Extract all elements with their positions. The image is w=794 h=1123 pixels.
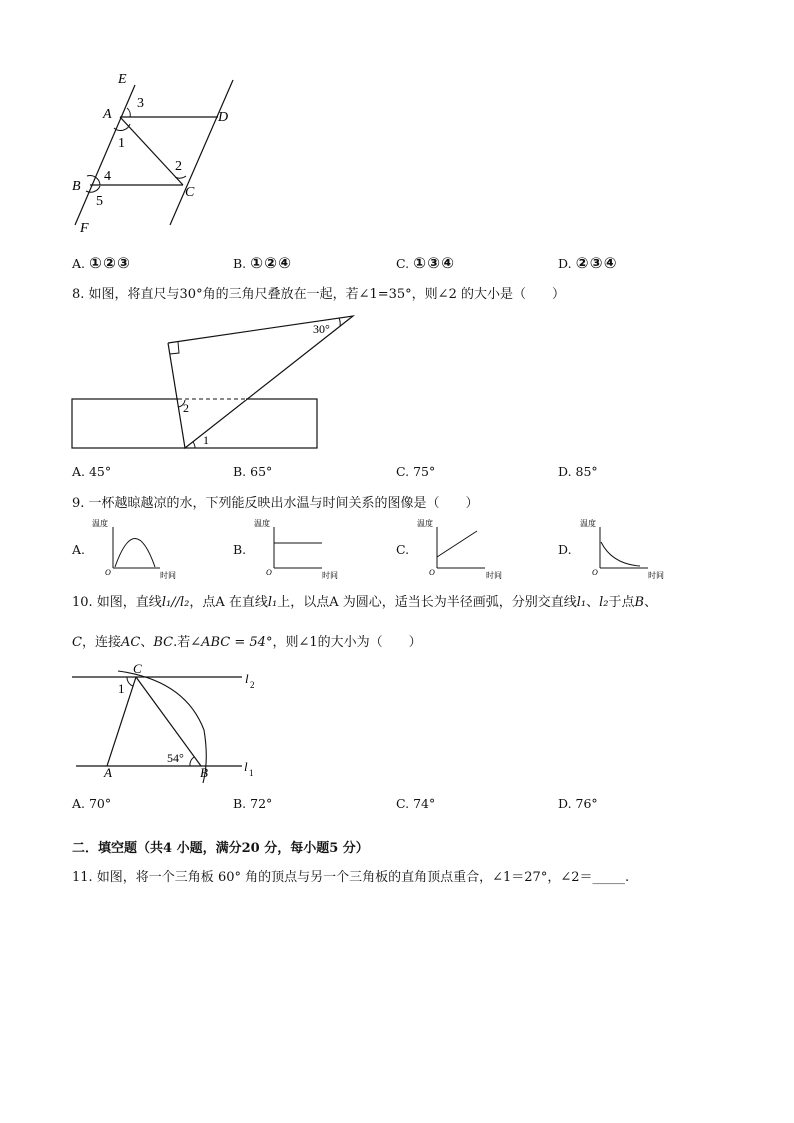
- q10-option-c[interactable]: C. 74°: [396, 796, 436, 811]
- q10-l2: l₂: [599, 595, 609, 610]
- q10-text: 、: [140, 635, 154, 650]
- circle-num: ④: [278, 254, 291, 272]
- circle-num: ①: [89, 254, 102, 272]
- q10-angle-expr: ∠ABC = 54°: [190, 635, 273, 650]
- circle-num: ③: [427, 254, 440, 272]
- origin: O: [266, 568, 272, 577]
- label-angle-1: 1: [118, 681, 125, 696]
- q9-option-c-letter[interactable]: C.: [396, 542, 410, 557]
- q8-option-b[interactable]: B. 65°: [233, 464, 273, 479]
- q9-option-d-letter[interactable]: D.: [558, 542, 572, 557]
- label-angle-1: 1: [203, 433, 209, 447]
- q8-option-d[interactable]: D. 85°: [558, 464, 598, 479]
- y-label: 温度: [92, 519, 108, 528]
- label-l2-sub: 2: [250, 680, 255, 690]
- q11-answer-blank[interactable]: _____: [592, 870, 625, 885]
- circle-num: ②: [103, 254, 116, 272]
- y-label: 温度: [417, 519, 433, 528]
- q7-option-d-letter: D.: [558, 256, 572, 271]
- circle-num: ②: [264, 254, 277, 272]
- circle-num: ③: [589, 254, 603, 272]
- label-c: C: [185, 185, 195, 200]
- label-a: A: [104, 765, 112, 780]
- angle-54-arc: [190, 757, 194, 766]
- q10-option-d[interactable]: D. 76°: [558, 796, 598, 811]
- circle-num: ①: [250, 254, 263, 272]
- q10-text: ，则∠1的大小为（ ）: [272, 635, 422, 650]
- label-f: F: [80, 221, 89, 236]
- label-angle-1: 1: [118, 136, 125, 151]
- q9-option-a-letter[interactable]: A.: [72, 542, 86, 557]
- q10-text: 10. 如图，直线: [72, 595, 162, 610]
- origin: O: [592, 568, 598, 577]
- label-c: C: [133, 661, 142, 676]
- label-angle-2: 2: [183, 401, 189, 415]
- q10-c: C: [72, 635, 82, 650]
- circle-num: ③: [117, 254, 130, 272]
- circle-num: ①: [413, 254, 426, 272]
- q10-text: ，连接: [81, 635, 121, 650]
- circle-num: ④: [603, 254, 617, 272]
- section-2-heading: 二．填空题（共4 小题，满分20 分，每小题5 分）: [72, 841, 369, 856]
- label-b: B: [72, 179, 81, 194]
- q10-text: 、: [644, 595, 658, 610]
- q7-option-c-letter: C.: [396, 256, 410, 271]
- label-l1: l: [244, 759, 248, 774]
- label-b: B: [200, 765, 208, 780]
- label-angle-3: 3: [137, 96, 144, 111]
- q10-text: ，点A 在直线: [189, 595, 268, 610]
- label-d: D: [218, 110, 229, 125]
- q10-text: 于点: [608, 595, 635, 610]
- q10-text: .若: [173, 635, 191, 650]
- q10-text: 上，以点A 为圆心，适当长为半径画弧，分别交直线: [277, 595, 577, 610]
- label-30: 30°: [313, 322, 330, 336]
- angle-1-arc: [127, 677, 133, 686]
- q7-option-b-letter: B.: [233, 256, 247, 271]
- origin: O: [105, 568, 111, 577]
- label-e: E: [118, 72, 127, 87]
- q11-text: 11. 如图，将一个三角板 60° 角的顶点与另一个三角板的直角顶点重合，∠1＝27°，∠2＝: [72, 870, 593, 885]
- y-label: 温度: [254, 519, 270, 528]
- q10-l1l2: l₁//l₂: [161, 595, 190, 610]
- x-label: 时间: [160, 571, 176, 580]
- circle-num: ④: [441, 254, 454, 272]
- q10-option-a[interactable]: A. 70°: [72, 796, 112, 811]
- q10-bc: BC: [153, 635, 174, 650]
- x-label: 时间: [486, 571, 502, 580]
- label-l1-sub: 1: [249, 768, 254, 778]
- q8-option-a[interactable]: A. 45°: [72, 464, 112, 479]
- label-54: 54°: [167, 751, 184, 765]
- q11-end: .: [624, 870, 630, 885]
- label-a: A: [103, 107, 112, 122]
- q11-stem: [72, 870, 629, 886]
- q10-ac: AC: [120, 635, 141, 650]
- q7-option-a-letter: A.: [72, 256, 86, 271]
- circle-num: ②: [575, 254, 589, 272]
- x-label: 时间: [648, 571, 664, 580]
- q10-sep: 、: [586, 595, 600, 610]
- q8-option-c[interactable]: C. 75°: [396, 464, 436, 479]
- label-angle-4: 4: [104, 169, 111, 184]
- q10-l1b: l₁: [576, 595, 587, 610]
- x-label: 时间: [322, 571, 338, 580]
- q10-option-b[interactable]: B. 72°: [233, 796, 273, 811]
- q8-stem: 8. 如图，将直尺与30°角的三角尺叠放在一起，若∠1=35°，则∠2 的大小是（ ）: [72, 287, 565, 302]
- y-label: 温度: [580, 519, 596, 528]
- label-angle-5: 5: [96, 194, 103, 209]
- q9-stem: 9. 一杯越晾越凉的水，下列能反映出水温与时间关系的图像是（ ）: [72, 496, 479, 511]
- label-l2: l: [245, 671, 249, 686]
- q10-b: B: [634, 595, 645, 610]
- label-angle-2: 2: [175, 159, 182, 174]
- origin: O: [429, 568, 435, 577]
- q10-l1: l₁: [267, 595, 278, 610]
- q9-option-b-letter[interactable]: B.: [233, 542, 247, 557]
